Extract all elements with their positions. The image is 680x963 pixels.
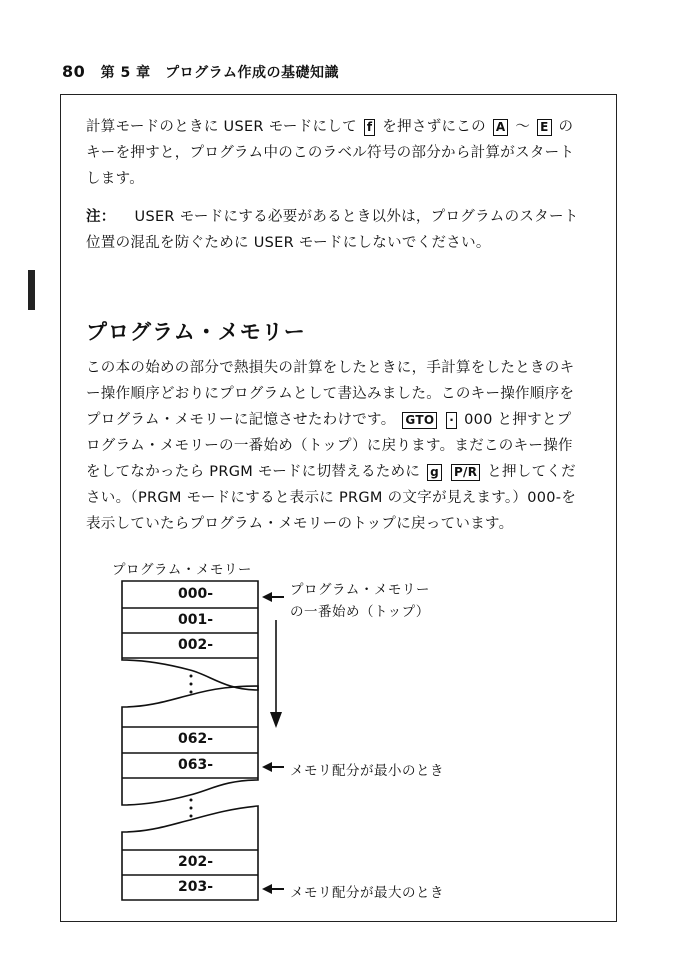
thumb-index-tab [28,270,35,310]
diagram-title: プログラム・メモリー [112,562,252,578]
annotation-top-line1: プログラム・メモリー [290,582,430,598]
text-run: のキーを押すと，プログラム中のこのラベル符号の部分から計算がスタートします。 [86,119,575,187]
memory-cell: 203- [178,879,214,895]
key-pr-icon: P/R [451,464,480,481]
memory-cell: 062- [178,731,214,747]
text-run: と押してください。（PRGM モードにすると表示に PRGM の文字が見えます。）000-を表示していたらプログラム・メモリーのトップに戻っています。 [86,464,577,532]
chapter-title: 第 5 章 プログラム作成の基礎知識 [100,65,339,81]
memory-cell: 000- [178,586,214,602]
paragraph-program-memory [86,355,586,537]
text-run: 計算モードのときに USER モードにして [86,119,357,135]
text-run: 000 と押すとプログラム・メモリーの一番始め（トップ）に戻ります。まだこのキー操作をしてなかったら PRGM モードに切替えるために [86,412,573,480]
text-run: ～ [515,119,531,135]
key-a-icon: A [493,119,509,136]
paragraph-user-mode [86,114,586,192]
key-gto-icon: GTO [402,412,437,429]
page-header [62,62,339,82]
memory-cell: 063- [178,757,214,773]
key-g-icon: g [427,464,442,481]
note-paragraph [86,204,586,256]
section-title: プログラム・メモリー [86,320,306,344]
annotation-min: メモリ配分が最小のとき [290,763,444,779]
key-e-icon: E [537,119,552,136]
memory-cell: 002- [178,637,214,653]
annotation-top-line2: の一番始め（トップ） [290,604,430,620]
key-dot-icon: · [446,412,457,429]
memory-cell: 202- [178,854,214,870]
annotation-max: メモリ配分が最大のとき [290,885,444,901]
page-number: 80 [62,62,86,81]
text-run: この本の始めの部分で熱損失の計算をしたときに，手計算をしたときのキー操作順序どおりにプログラムとして書込みました。このキー操作順序をプログラム・メモリーに記憶させたわけです。 [86,360,575,428]
text-run: を押さずにこの [382,119,486,135]
note-text: USER モードにする必要があるとき以外は，プログラムのスタート位置の混乱を防ぐために USER モードにしないでください。 [86,209,579,251]
note-label: 注： [86,209,116,225]
memory-cell: 001- [178,612,214,628]
key-f-icon: f [364,119,376,136]
